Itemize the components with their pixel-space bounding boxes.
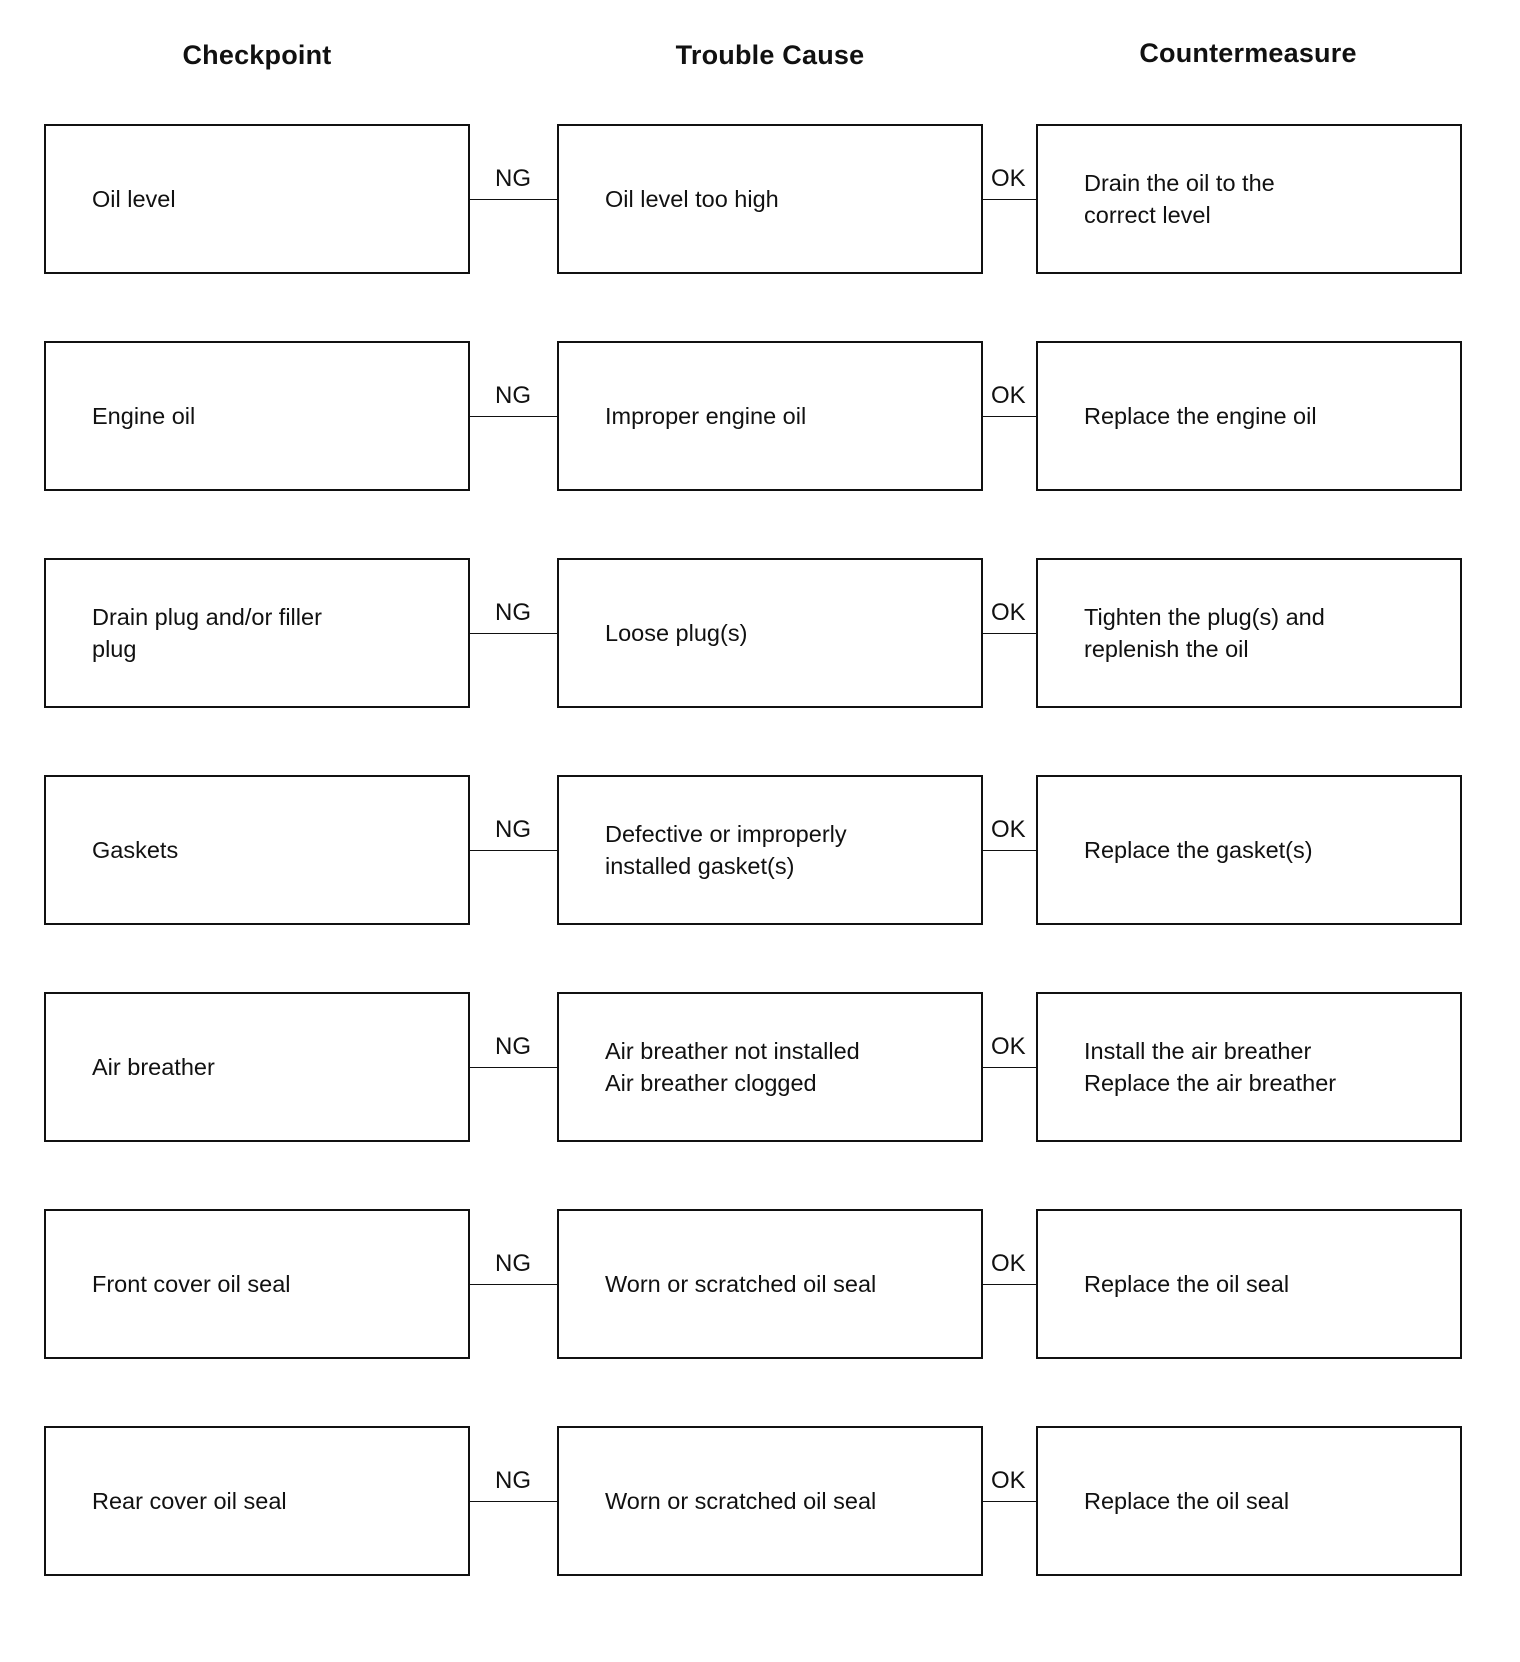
checkpoint-box: Air breather (44, 992, 470, 1142)
trouble-cause-box: Oil level too high (557, 124, 983, 274)
countermeasure-box: Replace the engine oil (1036, 341, 1462, 491)
ok-label: OK (991, 165, 1026, 192)
checkpoint-box: Front cover oil seal (44, 1209, 470, 1359)
ng-label: NG (495, 1467, 531, 1494)
ng-label: NG (495, 165, 531, 192)
diagram-row (0, 1209, 1520, 1365)
countermeasure-box: Drain the oil to the correct level (1036, 124, 1462, 274)
checkpoint-box: Rear cover oil seal (44, 1426, 470, 1576)
countermeasure-box: Install the air breather Replace the air breather (1036, 992, 1462, 1142)
diagram-row (0, 992, 1520, 1148)
countermeasure-box: Replace the gasket(s) (1036, 775, 1462, 925)
ng-connector-line (470, 1284, 557, 1285)
diagram-row (0, 124, 1520, 280)
ng-connector-line (470, 416, 557, 417)
ok-connector-line (983, 850, 1036, 851)
ng-connector-line (470, 1067, 557, 1068)
ok-label: OK (991, 599, 1026, 626)
trouble-cause-box: Worn or scratched oil seal (557, 1209, 983, 1359)
checkpoint-box: Gaskets (44, 775, 470, 925)
trouble-cause-box: Air breather not installed Air breather clogged (557, 992, 983, 1142)
diagram-row (0, 558, 1520, 714)
ok-connector-line (983, 1284, 1036, 1285)
ng-label: NG (495, 599, 531, 626)
diagram-row (0, 775, 1520, 931)
countermeasure-box: Replace the oil seal (1036, 1426, 1462, 1576)
ok-label: OK (991, 1033, 1026, 1060)
ng-label: NG (495, 382, 531, 409)
ok-label: OK (991, 382, 1026, 409)
trouble-cause-box: Defective or improperly installed gasket(s) (557, 775, 983, 925)
column-header-countermeasure: Countermeasure (1139, 38, 1357, 68)
ng-connector-line (470, 850, 557, 851)
ok-connector-line (983, 416, 1036, 417)
trouble-cause-box: Improper engine oil (557, 341, 983, 491)
checkpoint-box: Oil level (44, 124, 470, 274)
trouble-cause-box: Loose plug(s) (557, 558, 983, 708)
countermeasure-box: Tighten the plug(s) and replenish the oil (1036, 558, 1462, 708)
diagram-row (0, 1426, 1520, 1582)
ng-label: NG (495, 816, 531, 843)
checkpoint-box: Engine oil (44, 341, 470, 491)
ok-label: OK (991, 816, 1026, 843)
checkpoint-box: Drain plug and/or filler plug (44, 558, 470, 708)
ng-label: NG (495, 1250, 531, 1277)
trouble-cause-box: Worn or scratched oil seal (557, 1426, 983, 1576)
column-header-trouble-cause: Trouble Cause (675, 40, 865, 70)
countermeasure-box: Replace the oil seal (1036, 1209, 1462, 1359)
ng-connector-line (470, 633, 557, 634)
column-header-checkpoint: Checkpoint (182, 40, 332, 70)
ng-connector-line (470, 1501, 557, 1502)
ok-connector-line (983, 633, 1036, 634)
ok-connector-line (983, 1501, 1036, 1502)
ok-connector-line (983, 1067, 1036, 1068)
ok-label: OK (991, 1467, 1026, 1494)
ng-connector-line (470, 199, 557, 200)
diagram-row (0, 341, 1520, 497)
ng-label: NG (495, 1033, 531, 1060)
ok-label: OK (991, 1250, 1026, 1277)
ok-connector-line (983, 199, 1036, 200)
